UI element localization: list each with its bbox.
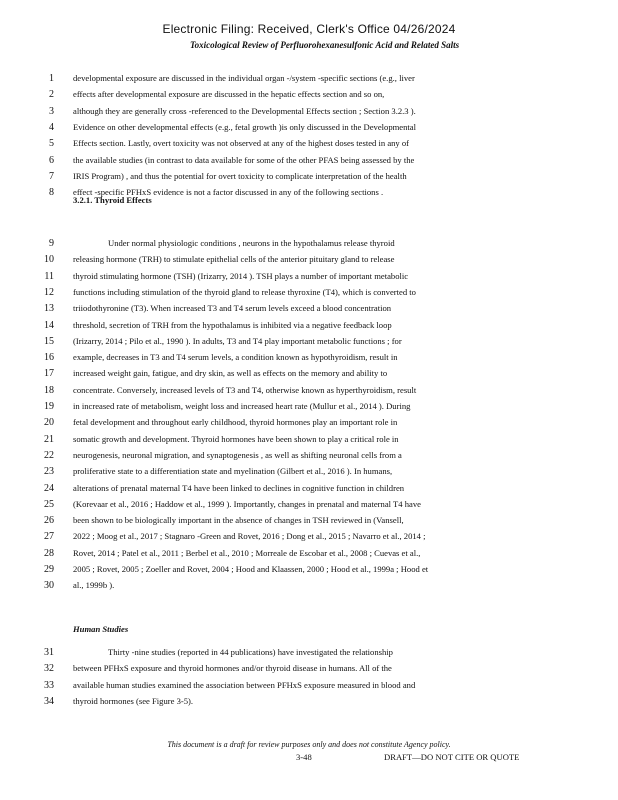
text-line bbox=[0, 514, 618, 527]
text-line bbox=[0, 579, 618, 592]
text-line bbox=[0, 679, 618, 692]
page-number: 3-48 bbox=[296, 752, 312, 762]
line-number: 31 bbox=[44, 647, 54, 658]
line-number: 28 bbox=[44, 547, 54, 559]
filing-stamp: Electronic Filing: Received, Clerk's Office 04/26/2024 bbox=[162, 22, 456, 36]
line-number: 2 bbox=[49, 89, 54, 101]
text-line bbox=[0, 662, 618, 675]
line-text: al., 1999b ). bbox=[73, 580, 115, 591]
line-text: example, decreases in T3 and T4 serum levels, a condition known as hypothyroidism, result in bbox=[73, 352, 398, 363]
text-line bbox=[0, 695, 618, 708]
line-text: increased weight gain, fatigue, and dry skin, as well as effects on the memory and ability to bbox=[73, 368, 388, 379]
line-text: threshold, secretion of TRH from the hypothalamus is inhibited via a negative feedback loop bbox=[73, 319, 392, 330]
line-number: 17 bbox=[44, 368, 54, 380]
text-line bbox=[0, 465, 618, 478]
line-number: 30 bbox=[44, 580, 54, 592]
text-line bbox=[0, 449, 618, 462]
line-number: 24 bbox=[44, 482, 54, 494]
text-line bbox=[0, 400, 618, 413]
line-text: been shown to be biologically important in the absence of changes in TSH reviewed in (Vansell, bbox=[73, 515, 404, 526]
line-text: Rovet, 2014 ; Patel et al., 2011 ; Berbel et al., 2010 ; Morreale de Escobar et al., 2008 ; Cuevas et al., bbox=[73, 547, 421, 558]
line-text: Evidence on other developmental effects (e.g., fetal growth )is only discussed in the Developmental bbox=[73, 121, 417, 132]
line-text: although they are generally cross -referenced to the Developmental Effects section ; Section 3.2.3 ). bbox=[73, 105, 416, 116]
line-number: 9 bbox=[49, 238, 54, 249]
text-line bbox=[0, 237, 618, 250]
text-line bbox=[0, 530, 618, 543]
line-text: neurogenesis, neuronal migration, and synaptogenesis , as well as shifting neuronal cells from a bbox=[73, 449, 402, 460]
line-number: 10 bbox=[44, 254, 54, 266]
text-line bbox=[0, 563, 618, 576]
line-number: 21 bbox=[44, 433, 54, 445]
line-text: Under normal physiologic conditions , neurons in the hypothalamus release thyroid bbox=[108, 238, 395, 248]
line-number: 25 bbox=[44, 498, 54, 510]
line-number: 3 bbox=[49, 105, 54, 117]
line-number: 19 bbox=[44, 401, 54, 412]
line-text: between PFHxS exposure and thyroid hormones and/or thyroid disease in humans. All of the bbox=[73, 663, 392, 674]
line-text: effects after developmental exposure are discussed in the hepatic effects section and so on, bbox=[73, 89, 385, 100]
line-text: Thirty -nine studies (reported in 44 publications) have investigated the relationship bbox=[108, 647, 393, 657]
text-line bbox=[0, 433, 618, 446]
line-number: 16 bbox=[44, 352, 54, 364]
line-number: 13 bbox=[44, 303, 54, 315]
line-number: 29 bbox=[44, 564, 54, 575]
line-text: alterations of prenatal maternal T4 have been linked to declines in cognitive function in children bbox=[73, 482, 405, 493]
line-text: fetal development and throughout early childhood, thyroid hormones play an important role in bbox=[73, 417, 398, 428]
line-text: functions including stimulation of the thyroid gland to release thyroxine (T4), which is converted to bbox=[73, 286, 416, 297]
text-line bbox=[0, 302, 618, 315]
line-text: available human studies examined the association between PFHxS exposure measured in blood and bbox=[73, 679, 416, 690]
line-text: 2005 ; Rovet, 2005 ; Zoeller and Rovet, 2004 ; Hood and Klaassen, 2000 ; Hood et al., 1999a ; Hood et bbox=[73, 564, 429, 574]
line-text: IRIS Program) , and thus the potential for overt toxicity to complicate interpretation of the health bbox=[73, 170, 407, 181]
text-line bbox=[0, 498, 618, 511]
text-line bbox=[0, 154, 618, 167]
draft-notice: DRAFT—DO NOT CITE OR QUOTE bbox=[384, 752, 520, 762]
line-number: 4 bbox=[49, 121, 54, 133]
line-number: 5 bbox=[49, 138, 54, 150]
footer-disclaimer: This document is a draft for review purposes only and does not constitute Agency policy. bbox=[167, 740, 451, 749]
text-line bbox=[0, 137, 618, 150]
text-line bbox=[0, 319, 618, 332]
line-text: concentrate. Conversely, increased levels of T3 and T4, otherwise known as hyperthyroidism, result bbox=[73, 384, 417, 395]
line-text: thyroid stimulating hormone (TSH) (Irizarry, 2014 ). TSH plays a number of important metabolic bbox=[73, 270, 409, 281]
line-number: 1 bbox=[49, 73, 54, 84]
section-heading: 3.2.1. Thyroid Effects bbox=[73, 195, 152, 205]
line-number: 18 bbox=[44, 384, 54, 396]
text-line bbox=[0, 384, 618, 397]
line-number: 12 bbox=[44, 286, 54, 298]
text-line bbox=[0, 253, 618, 266]
text-line bbox=[0, 121, 618, 134]
line-number: 15 bbox=[44, 335, 54, 347]
line-text: Effects section. Lastly, overt toxicity was not observed at any of the highest doses tested in any of bbox=[73, 138, 410, 149]
text-line bbox=[0, 351, 618, 364]
line-text: triiodothyronine (T3). When increased T3 and T4 serum levels exceed a blood concentration bbox=[73, 303, 392, 314]
text-line bbox=[0, 335, 618, 348]
text-line bbox=[0, 367, 618, 380]
text-line bbox=[0, 416, 618, 429]
text-line bbox=[0, 482, 618, 495]
text-line bbox=[0, 88, 618, 101]
line-text: thyroid hormones (see Figure 3-5). bbox=[73, 695, 194, 706]
line-number: 23 bbox=[44, 466, 54, 478]
line-number: 14 bbox=[44, 319, 54, 331]
text-line bbox=[0, 286, 618, 299]
line-text: somatic growth and development. Thyroid hormones have been shown to play a critical role in bbox=[73, 433, 399, 444]
line-text: effect -specific PFHxS evidence is not a factor discussed in any of the following sections . bbox=[73, 187, 384, 198]
line-number: 20 bbox=[44, 417, 54, 429]
text-line bbox=[0, 72, 618, 85]
line-number: 34 bbox=[44, 695, 54, 707]
text-line bbox=[0, 105, 618, 118]
line-text: developmental exposure are discussed in the individual organ -/system -specific sections (e.g., liver bbox=[73, 73, 415, 83]
text-line bbox=[0, 170, 618, 183]
line-text: proliferative state to a differentiation state and myelination (Gilbert et al., 2016 ). In humans, bbox=[73, 466, 393, 477]
line-number: 26 bbox=[44, 515, 54, 527]
line-number: 8 bbox=[49, 187, 54, 199]
line-number: 33 bbox=[44, 679, 54, 691]
line-number: 32 bbox=[44, 663, 54, 675]
line-text: 2022 ; Moog et al., 2017 ; Stagnaro -Green and Rovet, 2016 ; Dong et al., 2015 ; Navarro et al., 2014 ; bbox=[73, 531, 426, 542]
line-text: (Korevaar et al., 2016 ; Haddow et al., 1999 ). Importantly, changes in prenatal and maternal T4 have bbox=[73, 498, 421, 509]
line-number: 6 bbox=[49, 154, 54, 166]
text-line bbox=[0, 547, 618, 560]
line-text: in increased rate of metabolism, weight loss and increased heart rate (Mullur et al., 2014 ). During bbox=[73, 401, 411, 411]
text-line bbox=[0, 646, 618, 659]
line-number: 27 bbox=[44, 531, 54, 543]
subsection-heading: Human Studies bbox=[73, 624, 129, 634]
line-number: 11 bbox=[44, 270, 54, 282]
line-number: 7 bbox=[49, 170, 54, 182]
line-text: the available studies (in contrast to data available for some of the other PFAS being assessed by the bbox=[73, 154, 415, 165]
line-text: (Irizarry, 2014 ; Pilo et al., 1990 ). In adults, T3 and T4 play important metabolic functions ; for bbox=[73, 335, 402, 346]
line-number: 22 bbox=[44, 449, 54, 461]
running-title: Toxicological Review of Perfluorohexanesulfonic Acid and Related Salts bbox=[190, 40, 460, 50]
line-text: releasing hormone (TRH) to stimulate epithelial cells of the anterior pituitary gland to release bbox=[73, 254, 395, 265]
text-line bbox=[0, 270, 618, 283]
